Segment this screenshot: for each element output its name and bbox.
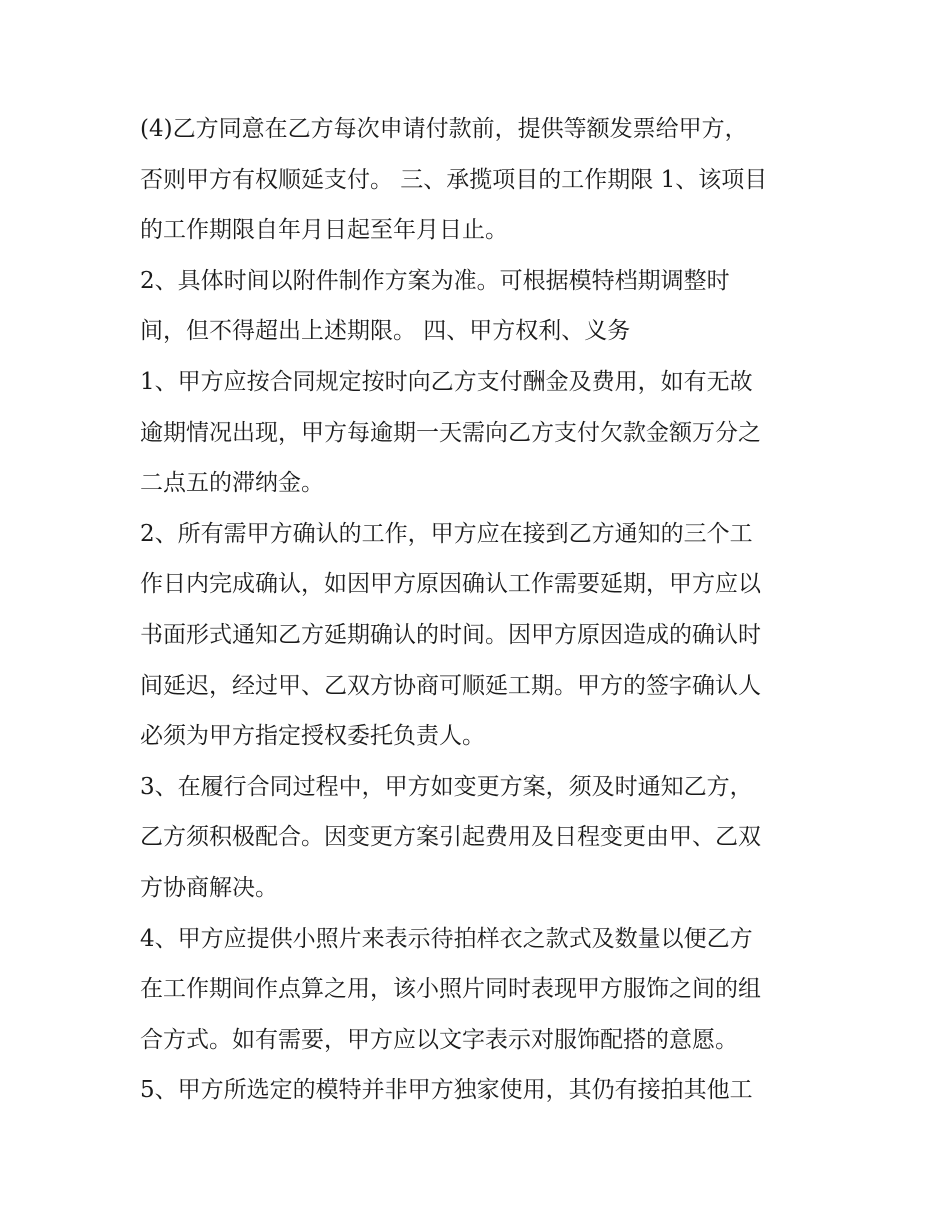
text-line: 否则甲方有权顺延支付。 三、承揽项目的工作期限 1、该项目 xyxy=(140,166,768,193)
text-line: 必须为甲方指定授权委托负责人。 xyxy=(140,723,485,750)
text-line: 2、所有需甲方确认的工作，甲方应在接到乙方通知的三个工 xyxy=(140,520,753,547)
text-line: 间，但不得超出上述期限。 四、甲方权利、义务 xyxy=(140,318,631,345)
text-line: 的工作期限自年月日起至年月日止。 xyxy=(140,217,508,244)
text-line: 作日内完成确认，如因甲方原因确认工作需要延期，甲方应以 xyxy=(140,571,761,598)
text-line: 在工作期间作点算之用，该小照片同时表现甲方服饰之间的组 xyxy=(140,976,761,1003)
text-line: 2、具体时间以附件制作方案为准。可根据模特档期调整时 xyxy=(140,267,730,294)
text-line: 二点五的滞纳金。 xyxy=(140,470,324,497)
text-line: 间延迟，经过甲、乙双方协商可顺延工期。甲方的签字确认人 xyxy=(140,672,761,699)
document-body xyxy=(140,104,830,1116)
text-line: 5、甲方所选定的模特并非甲方独家使用，其仍有接拍其他工 xyxy=(140,1077,753,1104)
text-line: 1、甲方应按合同规定按时向乙方支付酬金及费用，如有无故 xyxy=(140,368,753,395)
text-line: 3、在履行合同过程中，甲方如变更方案，须及时通知乙方， xyxy=(140,773,753,800)
text-line: 方协商解决。 xyxy=(140,874,278,901)
text-line: 逾期情况出现，甲方每逾期一天需向乙方支付欠款金额万分之 xyxy=(140,419,761,446)
text-line: 合方式。如有需要，甲方应以文字表示对服饰配搭的意愿。 xyxy=(140,1026,738,1053)
text-line: 乙方须积极配合。因变更方案引起费用及日程变更由甲、乙双 xyxy=(140,824,761,851)
text-line: 书面形式通知乙方延期确认的时间。因甲方原因造成的确认时 xyxy=(140,621,761,648)
text-line: 4、甲方应提供小照片来表示待拍样衣之款式及数量以便乙方 xyxy=(140,925,753,952)
text-line: (4)乙方同意在乙方每次申请付款前，提供等额发票给甲方， xyxy=(140,116,748,142)
